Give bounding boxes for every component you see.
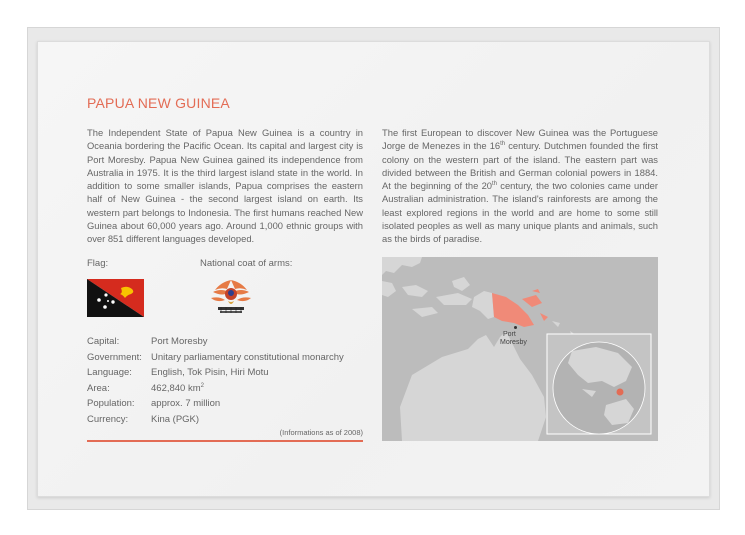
papua-new-guinea-flag-icon: [87, 279, 144, 317]
history-sup-1: th: [500, 141, 506, 148]
fact-row-area: [87, 383, 344, 399]
fact-key: Currency:: [87, 413, 129, 425]
accent-divider: [87, 440, 363, 442]
history-text-2: century. Dutchmen founded the first colony on the western part of the island. The eastern part was divided between the British and German colonial powers in 1884. At the beginning of the 20: [382, 140, 658, 192]
fact-key: Capital:: [87, 336, 120, 347]
fact-value: Unitary parliamentary constitutional monarchy: [151, 351, 344, 363]
fact-key: Population:: [87, 398, 135, 409]
fact-value: [151, 383, 204, 399]
area-unit-sup: 2: [200, 382, 204, 389]
fact-value: English, Tok Pisin, Hiri Motu: [151, 367, 269, 378]
fact-row-language: [87, 367, 344, 383]
fact-row-currency: [87, 414, 344, 430]
history-paragraph: [382, 126, 658, 246]
fact-row-population: [87, 398, 344, 414]
history-text-1: The first European to discover New Guinea was the Portuguese Jorge de Menezes in the 16: [382, 127, 658, 152]
area-value: 462,840 km: [151, 382, 201, 394]
fact-row-government: [87, 352, 344, 368]
data-date-note: (Informations as of 2008): [279, 428, 363, 437]
history-sup-2: th: [492, 181, 498, 188]
fact-value: Port Moresby: [151, 336, 208, 347]
fact-value: approx. 7 million: [151, 398, 221, 409]
location-map: [382, 257, 658, 441]
fact-key: Government:: [87, 351, 142, 363]
map-city-label-line2: Moresby: [500, 339, 527, 346]
history-text-3: century, the two colonies came under Australian administration. The island's rainforests are among the least explored regions in the world and are home to some still isolated peoples as well as many unique plants and animals, such as the birds of paradise.: [382, 180, 659, 245]
intro-paragraph: The Independent State of Papua New Guinea is a country in Oceania bordering the Pacific Ocean. Its capital and largest city is Port Moresby. Papua New Guinea gained its independence from Australia in 1975. It is the third largest island state in the world. In addition to some smaller islands, Papua comprises the eastern half of New Guinea - the second largest island on earth. Its western part belongs to Indonesia. The first humans reached New Guinea about 60,000 years ago. Around 1,000 ethnic groups with over 851 different languages developed.: [87, 127, 363, 245]
fact-value: Kina (PGK): [151, 413, 200, 425]
facts-table: [87, 336, 344, 429]
map-city-label-line1: Port: [503, 331, 516, 338]
fact-key: Language:: [87, 367, 132, 378]
coat-of-arms-icon: [203, 276, 259, 320]
page-title: PAPUA NEW GUINEA: [87, 95, 230, 111]
fact-row-capital: [87, 336, 344, 352]
coat-of-arms-label: National coat of arms:: [200, 258, 293, 269]
fact-key: Area:: [87, 382, 110, 394]
flag-label: Flag:: [87, 258, 109, 269]
port-moresby-dot: [514, 326, 517, 329]
location-marker-icon: [617, 389, 624, 396]
